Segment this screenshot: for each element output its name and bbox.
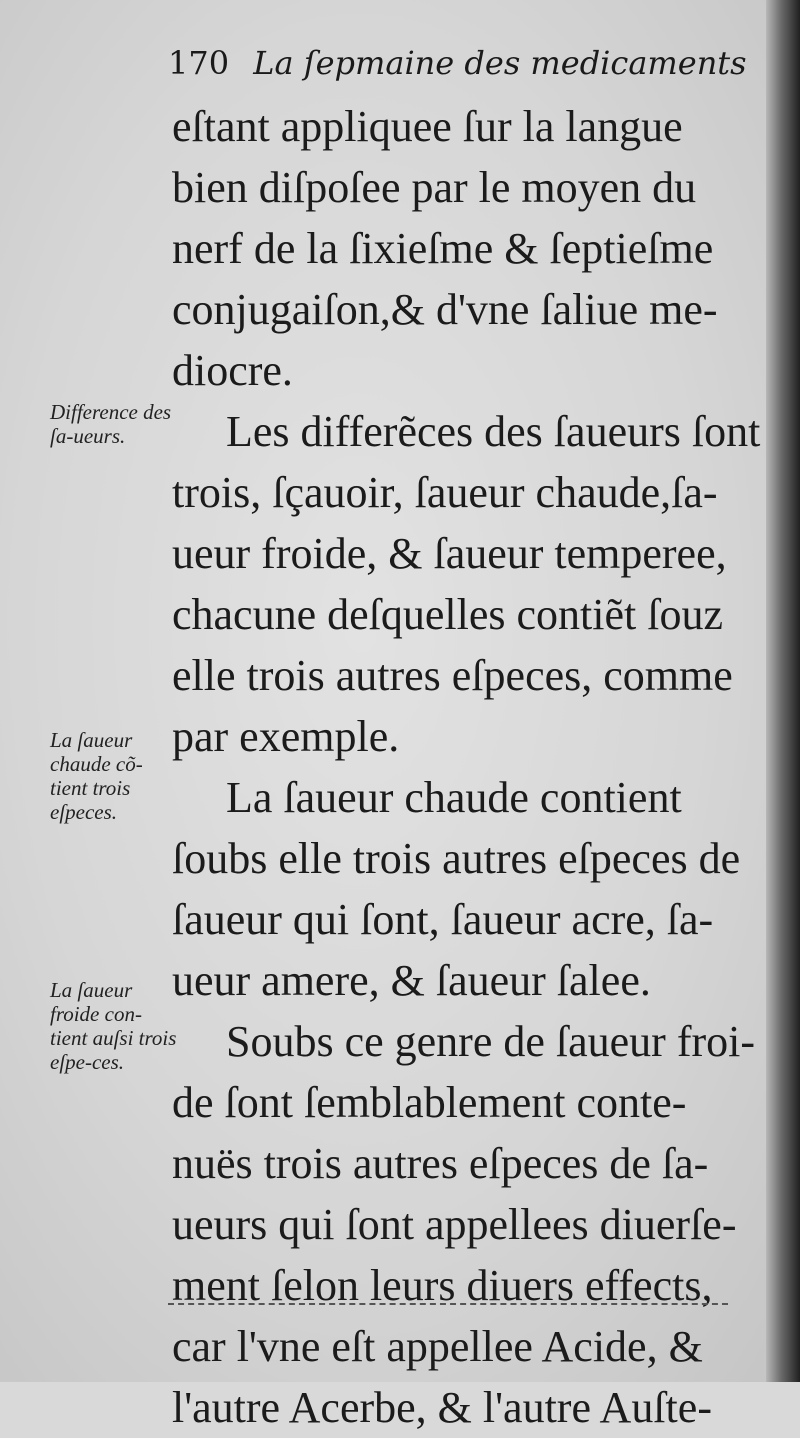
running-title: La ſepmaine des medicaments <box>253 44 747 82</box>
paragraph-start-line: Soubs ce genre de ſaueur froi- <box>226 1017 756 1066</box>
bottom-dashed-rule <box>168 1303 728 1305</box>
page-number: 170 <box>168 44 230 82</box>
text-line: nerf de la ſixieſme & ſeptieſme <box>172 224 714 273</box>
margin-note-hot-flavor: La ſaueur chaude cõ-tient trois eſpeces. <box>50 728 143 824</box>
text-line: l'autre Acerbe, & l'autre Auſte- <box>172 1383 712 1432</box>
text-line: de ſont ſemblablement conte- <box>172 1078 687 1127</box>
body-text <box>172 96 761 1438</box>
text-line: chacune deſquelles contiẽt ſouz <box>172 590 723 639</box>
text-line: ment ſelon leurs diuers effects, <box>172 1261 713 1310</box>
page-gutter-shadow <box>766 0 800 1382</box>
text-line: diocre. <box>172 346 293 395</box>
text-line: ſoubs elle trois autres eſpeces de <box>172 834 741 883</box>
paragraph-start-line: Les differẽces des ſaueurs ſont <box>226 407 761 456</box>
text-line: par exemple. <box>172 712 400 761</box>
page-header <box>168 44 747 82</box>
text-line: ueur amere, & ſaueur ſalee. <box>172 956 651 1005</box>
text-line: ueur froide, & ſaueur temperee, <box>172 529 727 578</box>
text-line: car l'vne eſt appellee Acide, & <box>172 1322 703 1371</box>
text-line: nuës trois autres eſpeces de ſa- <box>172 1139 709 1188</box>
margin-note-differences: Difference des ſa-ueurs. <box>50 400 172 448</box>
text-line: ueurs qui ſont appellees diuerſe- <box>172 1200 737 1249</box>
text-line: ſaueur qui ſont, ſaueur acre, ſa- <box>172 895 714 944</box>
text-line: conjugaiſon,& d'vne ſaliue me- <box>172 285 718 334</box>
text-line: bien diſpoſee par le moyen du <box>172 163 697 212</box>
paragraph-start-line: La ſaueur chaude contient <box>226 773 682 822</box>
text-line: eſtant appliquee ſur la langue <box>172 102 683 151</box>
text-line: trois, ſçauoir, ſaueur chaude,ſa- <box>172 468 718 517</box>
text-line: elle trois autres eſpeces, comme <box>172 651 733 700</box>
margin-note-cold-flavor: La ſaueur froide con-tient auſsi trois eſpe-ces. <box>50 978 177 1074</box>
